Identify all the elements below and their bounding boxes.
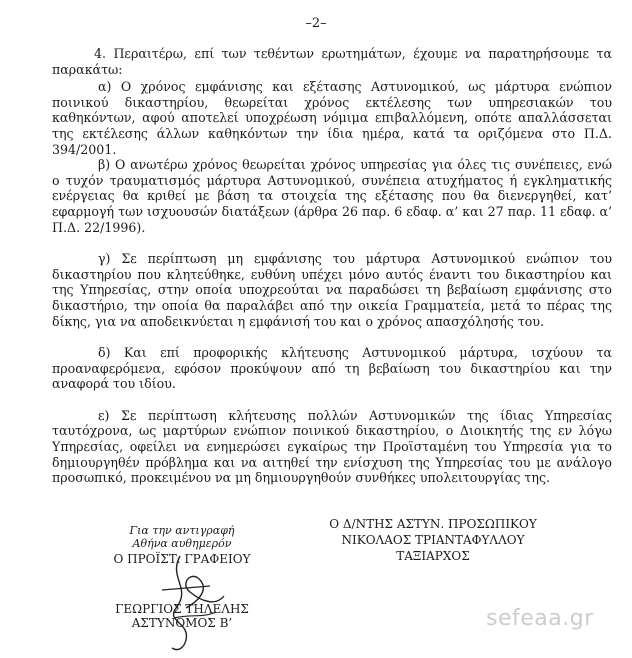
director-rank: ΤΑΞΙΑΡΧΟΣ (396, 549, 470, 563)
certification-label: Για την αντιγραφή (129, 524, 235, 537)
director-signature-block (310, 516, 556, 564)
director-name: ΝΙΚΟΛΑΟΣ ΤΡΙΑΝΤΑΦΥΛΛΟΥ (341, 533, 525, 547)
paragraph-d: δ) Και επί προφορικής κλήτευσης Αστυνομικού μάρτυρα, ισχύουν τα προαναφερόμενα, εφόσον προκύψουν από τη βεβαίωση του δικαστηρίου και την αναφορά του ιδίου. (52, 345, 612, 392)
signature-section (0, 514, 632, 656)
paragraph-e: ε) Σε περίπτωση κλήτευσης πολλών Αστυνομικών της ίδιας Υπηρεσίας ταυτόχρονα, ως μαρτύρων ενώπιον ποινικού δικαστηρίου, ο Διοικητής της εν λόγω Υπηρεσίας, οφείλει να ενημερώσει εγκαίρως την Προϊσταμένη του Υπηρεσία για το δημιουργηθέν πρόβλημα και να αιτηθεί την ενίσχυση της Υπηρεσίας του με ανάλογο προσωπικό, προκειμένου να μη δημιουργηθούν συνθήκες υπολειτουργίας της. (52, 407, 612, 486)
office-head-rank: ΑΣΤΥΝΟΜΟΣ Β’ (131, 616, 233, 630)
page-number: –2– (305, 16, 327, 31)
watermark-text: sefeaa.gr (486, 606, 594, 631)
paragraph-b: β) Ο ανωτέρω χρόνος θεωρείται χρόνος υπηρεσίας για όλες τις συνέπειες, ενώ ο τυχόν τραυματισμός μάρτυρα Αστυνομικού, συνέπεια ατυχήματος ή εγκληματικής ενέργειας θα κριθεί με βάση τα στοιχεία της εξέτασης που θα διενεργηθεί, κατ’ εφαρμογή των ισχυουσών διατάξεων (άρθρα 26 παρ. 6 εδαφ. α’ και 27 παρ. 11 εδαφ. α’ Π.Δ. 22/1996). (52, 157, 612, 235)
director-title: Ο Δ/ΝΤΗΣ ΑΣΤΥΝ. ΠΡΟΣΩΠΙΚΟΥ (329, 517, 537, 531)
certification-date: Αθήνα αυθημερόν (132, 537, 232, 550)
office-head-name: ΓΕΩΡΓΙΟΣ ΤΗΛΕΛΗΣ (115, 602, 249, 616)
office-head-title: Ο ΠΡΟΪΣΤ. ΓΡΑΦΕΙΟΥ (113, 552, 251, 566)
paragraph-c: γ) Σε περίπτωση μη εμφάνισης του μάρτυρα Αστυνομικού ενώπιον του δικαστηρίου που κλητεύθηκε, ευθύνη υπέχει μόνο αυτός έναντι του δικαστηρίου και της Υπηρεσίας, στην οποία υποχρεούται να παραδώσει τη βεβαίωση εμφάνισης στο δικαστήριο, την οποία θα παραλάβει από την οικεία Γραμματεία, μετά το πέρας της δίκης, για να αποδεικνύεται η εμφάνισή του και ο χρόνος απασχόλησής του. (52, 251, 612, 329)
handwritten-signature (150, 548, 240, 658)
paragraph-a: α) Ο χρόνος εμφάνισης και εξέτασης Αστυνομικού, ως μάρτυρα ενώπιον ποινικού δικαστηρίου, θεωρείται χρόνος εκτέλεσης των υπηρεσιακών του καθηκόντων, αφού αποτελεί υποχρέωση νόμιμα επιβαλλόμενη, οπότε απαλλάσσεται της εκτέλεσης άλλων καθηκόντων την ίδια ημέρα, κατά τα οριζόμενα στο Π.Δ. 394/2001. (52, 79, 612, 157)
document-body (52, 46, 612, 502)
paragraph-intro: 4. Περαιτέρω, επί των τεθέντων ερωτημάτων, έχουμε να παρατηρήσουμε τα παρακάτω: (52, 46, 612, 77)
